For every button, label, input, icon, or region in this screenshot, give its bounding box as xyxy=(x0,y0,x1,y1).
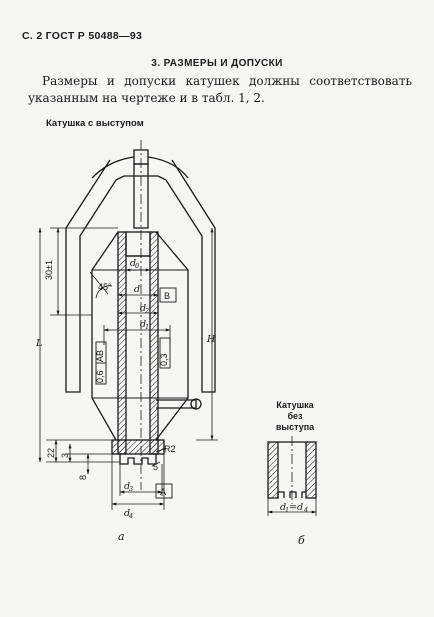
d-label: d xyxy=(134,284,141,295)
tol-left-value: 0,6 xyxy=(95,370,105,383)
d2-sub: 2 xyxy=(145,307,150,315)
dim-22-label: 22 xyxy=(46,447,56,458)
figure-b-title-line1: Катушка xyxy=(276,400,314,410)
figure-b-title-line2: без xyxy=(287,411,303,421)
central-shaft xyxy=(134,140,148,490)
tol-right-value: 0,3 xyxy=(159,353,169,366)
section-title: 3. РАЗМЕРЫ И ДОПУСКИ xyxy=(151,58,283,69)
d0-label: d xyxy=(130,258,137,269)
d1-label: d xyxy=(140,319,147,330)
fig-b-d1-sub: 1 xyxy=(285,506,290,514)
r2-label: R2 xyxy=(164,444,176,454)
spool-body xyxy=(92,232,188,440)
d3-sub: 3 xyxy=(129,485,134,493)
d1-sub: 1 xyxy=(145,323,150,331)
dim-H-label: H xyxy=(207,334,216,345)
tol-left-ref: АВ xyxy=(95,349,105,362)
figure-b-caption: б xyxy=(298,534,305,547)
d4-label: d xyxy=(124,508,131,519)
figure-b-title-line3: выступа xyxy=(275,422,315,432)
d0-sub: 0 xyxy=(135,262,140,270)
fig-b-d4-sub: 4 xyxy=(304,506,309,514)
dim-30-label: 30±1 xyxy=(44,260,54,280)
figure-a-title: Катушка с выступом xyxy=(46,118,144,129)
d3-label: d xyxy=(124,481,131,492)
d2-label: d xyxy=(140,303,147,314)
bracket-frame xyxy=(66,150,215,392)
dim-8-label: 8 xyxy=(78,474,88,480)
dim-L-label: L xyxy=(36,338,43,349)
fig-b-eq: =d xyxy=(289,502,304,513)
side-pin xyxy=(156,399,201,409)
datum-b-label: В xyxy=(164,291,171,301)
figure-a-caption: а xyxy=(118,530,125,543)
angle-label: 45° xyxy=(98,282,112,292)
figure-b-title xyxy=(258,400,332,433)
datum-a-label: А xyxy=(160,487,167,497)
dimension-lines xyxy=(40,228,218,510)
fig-b-d1: d xyxy=(280,502,287,513)
d4-sub: 4 xyxy=(129,512,134,520)
body-paragraph: Размеры и допуски катушек должны соответствовать указанным на чертеже и в табл. 1, 2. xyxy=(28,74,412,105)
dim-5-label: 5 xyxy=(153,462,159,472)
dim-3-label: 3 xyxy=(60,452,70,458)
page-header: С. 2 ГОСТ Р 50488—93 xyxy=(22,30,143,42)
